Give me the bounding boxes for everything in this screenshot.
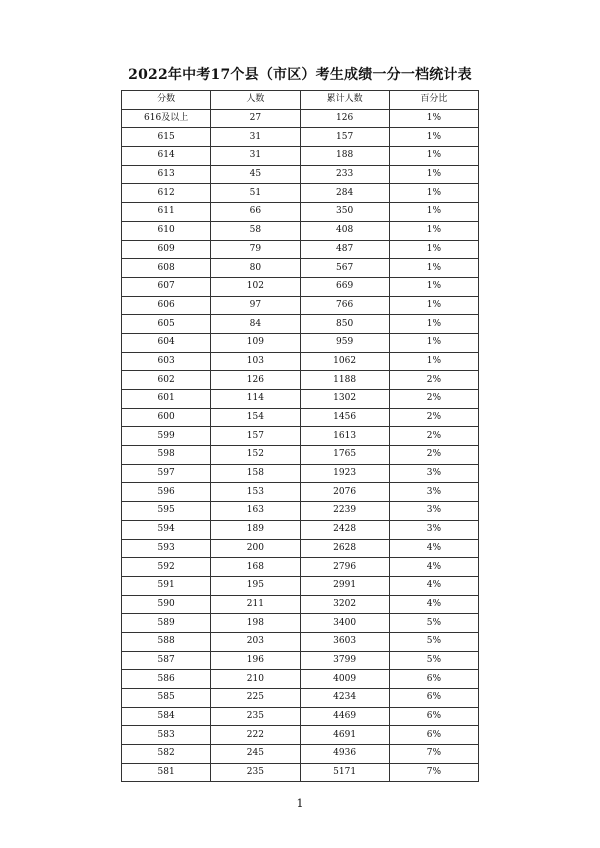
score-cell: 597: [122, 464, 211, 483]
count-cell: 168: [211, 558, 300, 577]
cumulative-cell: 1062: [300, 352, 389, 371]
cumulative-cell: 3603: [300, 632, 389, 651]
count-cell: 235: [211, 707, 300, 726]
score-cell: 602: [122, 371, 211, 390]
count-cell: 109: [211, 333, 300, 352]
page-number: 1: [296, 797, 304, 810]
table-row: [122, 371, 479, 390]
score-cell: 584: [122, 707, 211, 726]
cumulative-cell: 2076: [300, 483, 389, 502]
score-cell: 609: [122, 240, 211, 259]
percent-cell: 4%: [389, 539, 478, 558]
table-row: [122, 614, 479, 633]
cumulative-cell: 350: [300, 203, 389, 222]
percent-cell: 7%: [389, 763, 478, 782]
table-row: [122, 315, 479, 334]
score-cell: 610: [122, 221, 211, 240]
cumulative-cell: 766: [300, 296, 389, 315]
count-cell: 126: [211, 371, 300, 390]
column-header-count: 人数: [211, 91, 300, 110]
percent-cell: 7%: [389, 745, 478, 764]
percent-cell: 3%: [389, 502, 478, 521]
cumulative-cell: 2628: [300, 539, 389, 558]
score-cell: 586: [122, 670, 211, 689]
count-cell: 235: [211, 763, 300, 782]
count-cell: 79: [211, 240, 300, 259]
cumulative-cell: 4691: [300, 726, 389, 745]
percent-cell: 1%: [389, 352, 478, 371]
percent-cell: 2%: [389, 371, 478, 390]
table-row: [122, 726, 479, 745]
table-row: [122, 390, 479, 409]
table-row: [122, 483, 479, 502]
count-cell: 203: [211, 632, 300, 651]
table-row: [122, 203, 479, 222]
table-header: [122, 91, 479, 110]
percent-cell: 2%: [389, 427, 478, 446]
percent-cell: 6%: [389, 726, 478, 745]
table-row: [122, 109, 479, 128]
table-row: [122, 408, 479, 427]
table-row: [122, 595, 479, 614]
table-row: [122, 446, 479, 465]
score-cell: 607: [122, 277, 211, 296]
cumulative-cell: 2239: [300, 502, 389, 521]
count-cell: 195: [211, 576, 300, 595]
score-distribution-table: [121, 90, 479, 782]
percent-cell: 1%: [389, 333, 478, 352]
score-cell: 582: [122, 745, 211, 764]
cumulative-cell: 4469: [300, 707, 389, 726]
score-cell: 616及以上: [122, 109, 211, 128]
cumulative-cell: 2796: [300, 558, 389, 577]
count-cell: 103: [211, 352, 300, 371]
cumulative-cell: 959: [300, 333, 389, 352]
table-row: [122, 147, 479, 166]
cumulative-cell: 1613: [300, 427, 389, 446]
percent-cell: 1%: [389, 315, 478, 334]
score-cell: 595: [122, 502, 211, 521]
percent-cell: 4%: [389, 558, 478, 577]
percent-cell: 2%: [389, 408, 478, 427]
count-cell: 102: [211, 277, 300, 296]
table-row: [122, 221, 479, 240]
cumulative-cell: 4936: [300, 745, 389, 764]
score-cell: 587: [122, 651, 211, 670]
table-row: [122, 576, 479, 595]
cumulative-cell: 5171: [300, 763, 389, 782]
percent-cell: 2%: [389, 446, 478, 465]
count-cell: 154: [211, 408, 300, 427]
count-cell: 84: [211, 315, 300, 334]
score-cell: 604: [122, 333, 211, 352]
table-row: [122, 539, 479, 558]
count-cell: 222: [211, 726, 300, 745]
percent-cell: 6%: [389, 670, 478, 689]
table-row: [122, 502, 479, 521]
percent-cell: 4%: [389, 595, 478, 614]
score-cell: 615: [122, 128, 211, 147]
score-cell: 589: [122, 614, 211, 633]
document-title: 2022年中考17个县（市区）考生成绩一分一档统计表: [128, 67, 472, 83]
percent-cell: 1%: [389, 221, 478, 240]
percent-cell: 1%: [389, 240, 478, 259]
percent-cell: 5%: [389, 632, 478, 651]
count-cell: 210: [211, 670, 300, 689]
count-cell: 51: [211, 184, 300, 203]
count-cell: 66: [211, 203, 300, 222]
table-row: [122, 745, 479, 764]
cumulative-cell: 567: [300, 259, 389, 278]
count-cell: 200: [211, 539, 300, 558]
cumulative-cell: 1188: [300, 371, 389, 390]
cumulative-cell: 3799: [300, 651, 389, 670]
cumulative-cell: 3202: [300, 595, 389, 614]
percent-cell: 1%: [389, 147, 478, 166]
count-cell: 189: [211, 520, 300, 539]
count-cell: 97: [211, 296, 300, 315]
score-cell: 596: [122, 483, 211, 502]
count-cell: 80: [211, 259, 300, 278]
score-cell: 608: [122, 259, 211, 278]
table-row: [122, 651, 479, 670]
cumulative-cell: 408: [300, 221, 389, 240]
cumulative-cell: 1302: [300, 390, 389, 409]
cumulative-cell: 233: [300, 165, 389, 184]
count-cell: 114: [211, 390, 300, 409]
score-cell: 591: [122, 576, 211, 595]
count-cell: 58: [211, 221, 300, 240]
percent-cell: 4%: [389, 576, 478, 595]
table-row: [122, 520, 479, 539]
table-row: [122, 689, 479, 708]
count-cell: 158: [211, 464, 300, 483]
count-cell: 31: [211, 147, 300, 166]
column-header-percent: 百分比: [389, 91, 478, 110]
table-row: [122, 670, 479, 689]
percent-cell: 1%: [389, 128, 478, 147]
score-cell: 592: [122, 558, 211, 577]
cumulative-cell: 3400: [300, 614, 389, 633]
table-row: [122, 296, 479, 315]
percent-cell: 1%: [389, 109, 478, 128]
cumulative-cell: 126: [300, 109, 389, 128]
column-header-score: 分数: [122, 91, 211, 110]
percent-cell: 6%: [389, 689, 478, 708]
table-row: [122, 240, 479, 259]
percent-cell: 3%: [389, 520, 478, 539]
percent-cell: 1%: [389, 296, 478, 315]
cumulative-cell: 1765: [300, 446, 389, 465]
score-cell: 614: [122, 147, 211, 166]
cumulative-cell: 850: [300, 315, 389, 334]
count-cell: 196: [211, 651, 300, 670]
score-cell: 600: [122, 408, 211, 427]
score-cell: 583: [122, 726, 211, 745]
table-row: [122, 165, 479, 184]
table-body: [122, 109, 479, 782]
score-cell: 588: [122, 632, 211, 651]
cumulative-cell: 1923: [300, 464, 389, 483]
cumulative-cell: 487: [300, 240, 389, 259]
table-row: [122, 632, 479, 651]
cumulative-cell: 2428: [300, 520, 389, 539]
table-row: [122, 558, 479, 577]
cumulative-cell: 4234: [300, 689, 389, 708]
count-cell: 31: [211, 128, 300, 147]
score-cell: 605: [122, 315, 211, 334]
score-cell: 598: [122, 446, 211, 465]
percent-cell: 1%: [389, 165, 478, 184]
table-row: [122, 333, 479, 352]
table-row: [122, 763, 479, 782]
count-cell: 163: [211, 502, 300, 521]
score-cell: 593: [122, 539, 211, 558]
count-cell: 225: [211, 689, 300, 708]
header-row: [122, 91, 479, 110]
percent-cell: 5%: [389, 614, 478, 633]
percent-cell: 3%: [389, 483, 478, 502]
score-cell: 613: [122, 165, 211, 184]
score-cell: 590: [122, 595, 211, 614]
cumulative-cell: 669: [300, 277, 389, 296]
column-header-cumulative: 累计人数: [300, 91, 389, 110]
score-cell: 606: [122, 296, 211, 315]
table-row: [122, 184, 479, 203]
score-cell: 601: [122, 390, 211, 409]
table-row: [122, 464, 479, 483]
count-cell: 157: [211, 427, 300, 446]
table-row: [122, 707, 479, 726]
score-cell: 581: [122, 763, 211, 782]
percent-cell: 1%: [389, 203, 478, 222]
table-row: [122, 352, 479, 371]
cumulative-cell: 188: [300, 147, 389, 166]
count-cell: 211: [211, 595, 300, 614]
count-cell: 198: [211, 614, 300, 633]
percent-cell: 5%: [389, 651, 478, 670]
cumulative-cell: 4009: [300, 670, 389, 689]
percent-cell: 1%: [389, 259, 478, 278]
count-cell: 45: [211, 165, 300, 184]
table-row: [122, 277, 479, 296]
cumulative-cell: 2991: [300, 576, 389, 595]
score-cell: 612: [122, 184, 211, 203]
count-cell: 27: [211, 109, 300, 128]
cumulative-cell: 284: [300, 184, 389, 203]
cumulative-cell: 1456: [300, 408, 389, 427]
table-row: [122, 128, 479, 147]
percent-cell: 1%: [389, 277, 478, 296]
count-cell: 153: [211, 483, 300, 502]
percent-cell: 6%: [389, 707, 478, 726]
score-cell: 585: [122, 689, 211, 708]
score-cell: 599: [122, 427, 211, 446]
percent-cell: 1%: [389, 184, 478, 203]
score-cell: 611: [122, 203, 211, 222]
score-cell: 594: [122, 520, 211, 539]
count-cell: 152: [211, 446, 300, 465]
percent-cell: 3%: [389, 464, 478, 483]
cumulative-cell: 157: [300, 128, 389, 147]
table-row: [122, 259, 479, 278]
score-cell: 603: [122, 352, 211, 371]
table-row: [122, 427, 479, 446]
percent-cell: 2%: [389, 390, 478, 409]
count-cell: 245: [211, 745, 300, 764]
